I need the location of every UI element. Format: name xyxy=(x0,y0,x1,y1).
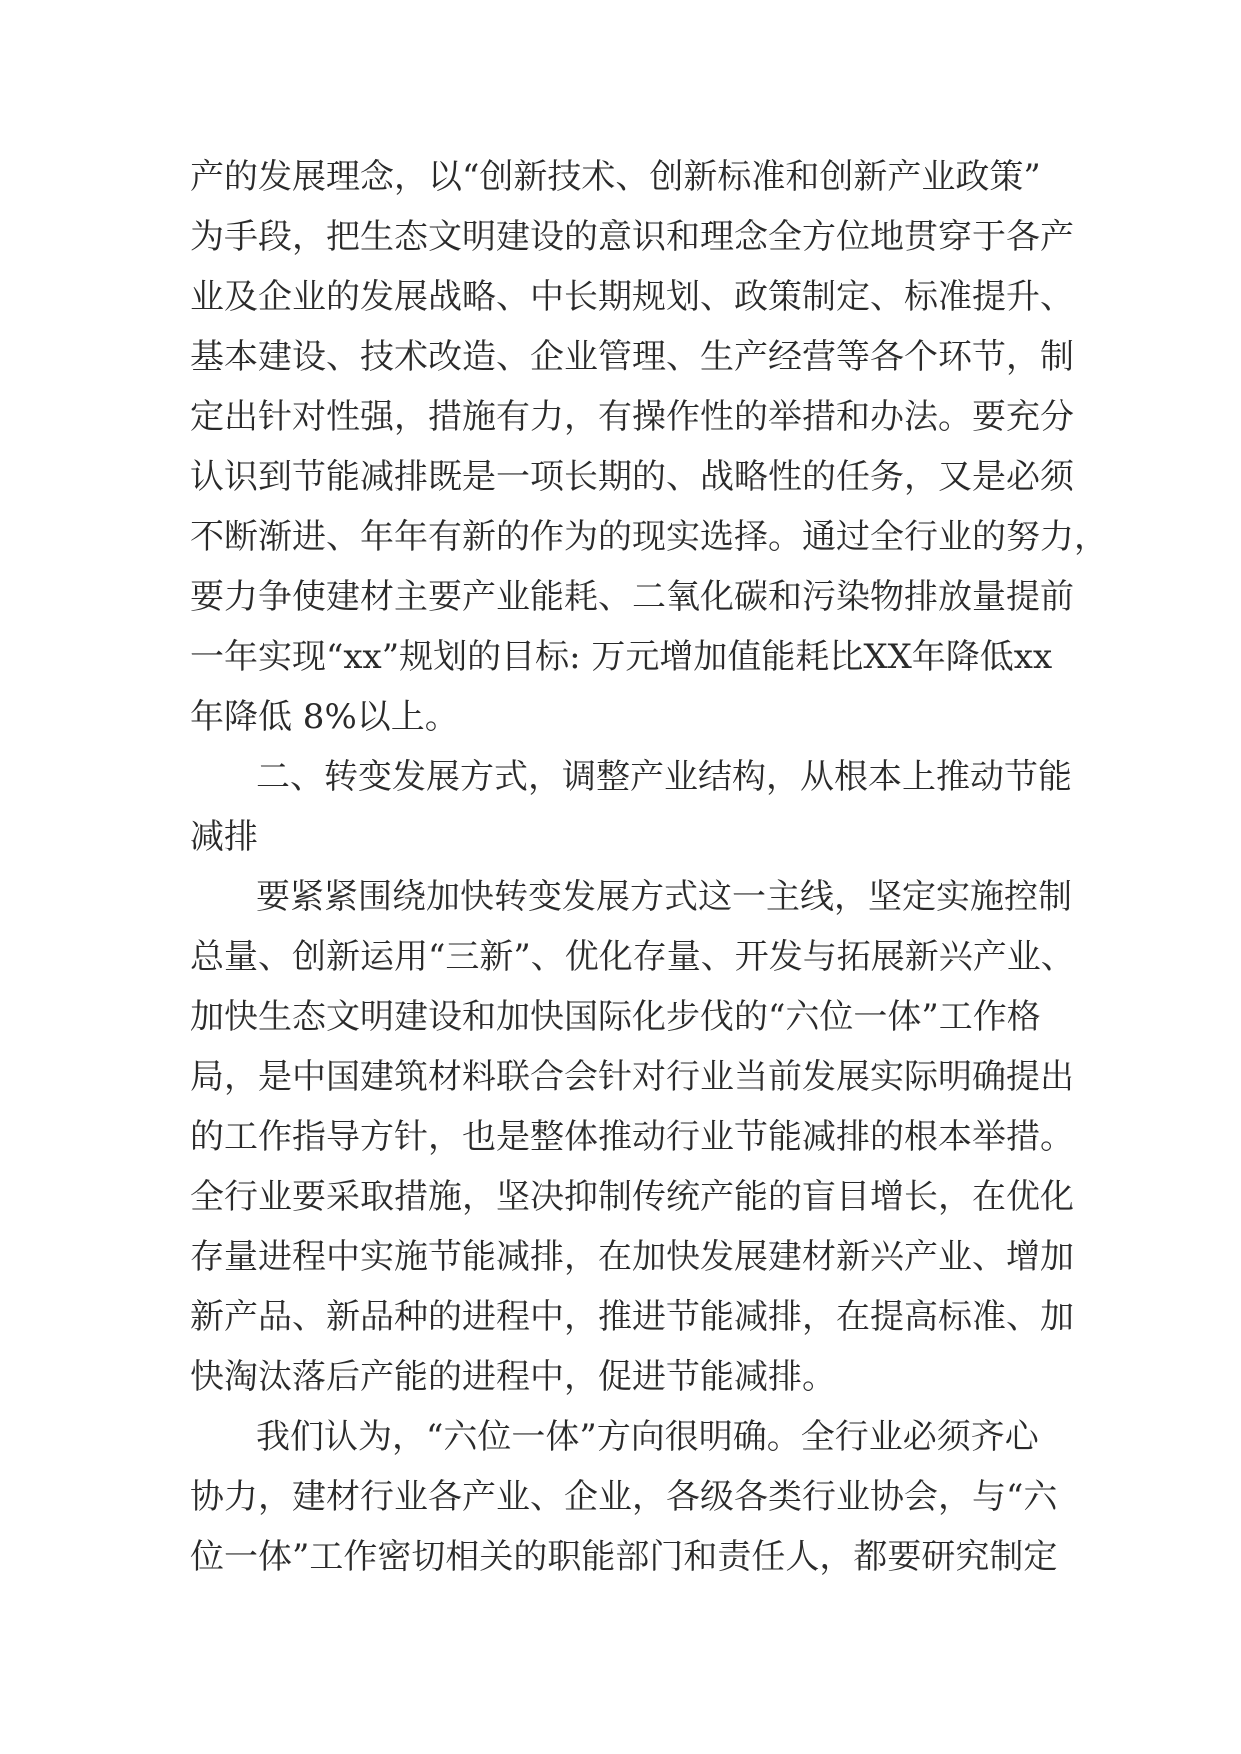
text-line: 认识到节能减排既是一项长期的、战略性的任务，又是必须 xyxy=(190,457,1074,497)
text-line: 的工作指导方针，也是整体推动行业节能减排的根本举措。 xyxy=(190,1117,1074,1157)
text-line: 产的发展理念，以“创新技术、创新标准和创新产业政策” xyxy=(190,157,1041,197)
text-line: 一年实现“xx”规划的目标: 万元增加值能耗比XX年降低xx xyxy=(190,637,1053,677)
text-line: 年降低 8%以上。 xyxy=(190,697,459,737)
text-line: 我们认为，“六位一体”方向很明确。全行业必须齐心 xyxy=(256,1417,1039,1457)
text-line: 快淘汰落后产能的进程中，促进节能减排。 xyxy=(190,1357,836,1397)
text-line: 位一体”工作密切相关的职能部门和责任人，都要研究制定 xyxy=(190,1537,1058,1577)
text-line: 基本建设、技术改造、企业管理、生产经营等各个环节，制 xyxy=(190,337,1074,377)
text-line: 要力争使建材主要产业能耗、二氧化碳和污染物排放量提前 xyxy=(190,577,1074,617)
text-line: 新产品、新品种的进程中，推进节能减排，在提高标准、加 xyxy=(190,1297,1074,1337)
text-line: 局，是中国建筑材料联合会针对行业当前发展实际明确提出 xyxy=(190,1057,1074,1097)
text-line: 加快生态文明建设和加快国际化步伐的“六位一体”工作格 xyxy=(190,997,1041,1037)
text-line: 为手段，把生态文明建设的意识和理念全方位地贯穿于各产 xyxy=(190,217,1074,257)
text-line: 要紧紧围绕加快转变发展方式这一主线，坚定实施控制 xyxy=(256,877,1072,917)
text-line: 协力，建材行业各产业、企业，各级各类行业协会，与“六 xyxy=(190,1477,1058,1517)
section-heading-line: 二、转变发展方式，调整产业结构，从根本上推动节能 xyxy=(256,757,1072,797)
text-line: 全行业要采取措施，坚决抑制传统产能的盲目增长，在优化 xyxy=(190,1177,1074,1217)
text-line: 定出针对性强，措施有力，有操作性的举措和办法。要充分 xyxy=(190,397,1074,437)
text-line: 存量进程中实施节能减排，在加快发展建材新兴产业、增加 xyxy=(190,1237,1074,1277)
text-line: 业及企业的发展战略、中长期规划、政策制定、标准提升、 xyxy=(190,277,1074,317)
text-line: 总量、创新运用“三新”、优化存量、开发与拓展新兴产业、 xyxy=(190,937,1075,977)
section-heading-line: 减排 xyxy=(190,817,258,857)
text-line: 不断渐进、年年有新的作为的现实选择。通过全行业的努力， xyxy=(190,517,1108,557)
